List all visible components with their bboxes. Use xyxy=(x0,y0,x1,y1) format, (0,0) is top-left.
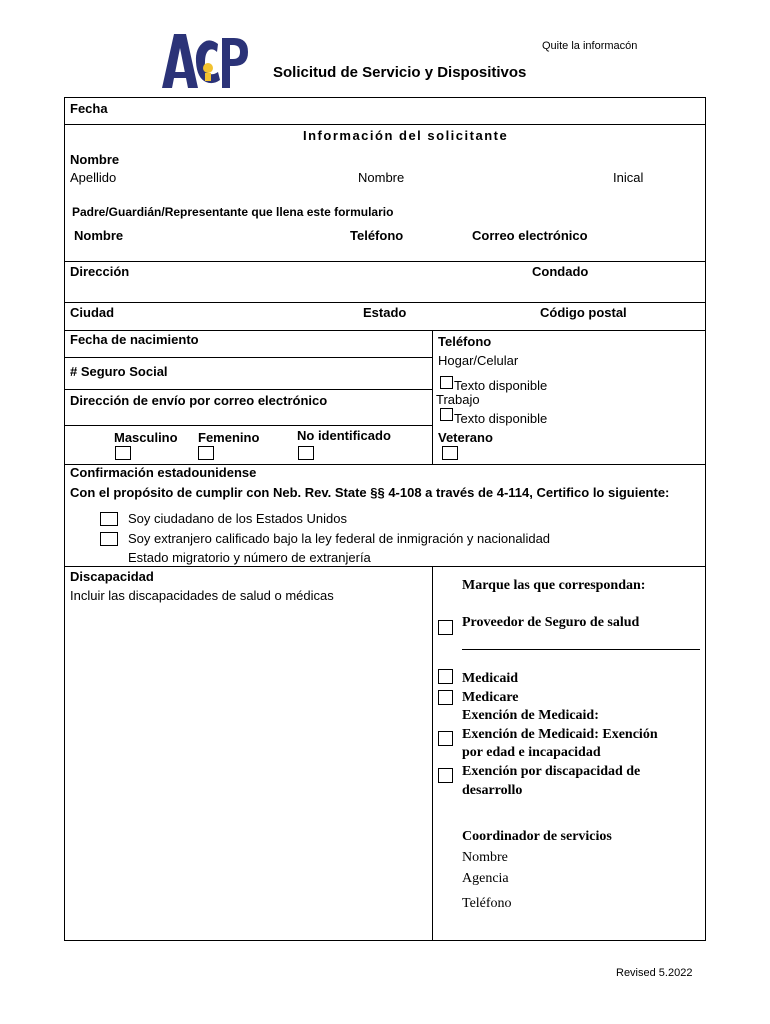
coord-telefono-label: Teléfono xyxy=(462,896,512,911)
no-identificado-label: No identificado xyxy=(297,428,391,443)
exencion-edad-label-1: Exención de Medicaid: Exención xyxy=(462,727,658,742)
alien-checkbox[interactable] xyxy=(100,532,118,546)
hogar-celular-label: Hogar/Celular xyxy=(438,353,519,368)
nombre-sub-label: Nombre xyxy=(358,170,405,185)
guardian-telefono-label: Teléfono xyxy=(350,228,404,243)
exencion-desarrollo-label-1: Exención por discapacidad de xyxy=(462,764,641,779)
citizenship-statement: Con el propósito de cumplir con Neb. Rev. State §§ 4-108 a través de 4-114, Certifico lo siguiente: xyxy=(70,485,670,500)
coordinator-heading: Coordinador de servicios xyxy=(462,829,612,844)
atp-logo xyxy=(162,34,250,88)
provider-label: Proveedor de Seguro de salud xyxy=(462,615,640,630)
texto-disponible-1-label: Texto disponible xyxy=(454,378,548,393)
medicaid-checkbox[interactable] xyxy=(438,669,453,684)
texto-disponible-2-checkbox[interactable] xyxy=(440,408,453,421)
guardian-nombre-label: Nombre xyxy=(74,228,124,243)
remove-info-link[interactable]: Quite la informacón xyxy=(542,40,638,52)
exencion-edad-label-2: por edad e incapacidad xyxy=(462,745,601,760)
no-identificado-checkbox[interactable] xyxy=(298,446,314,460)
coord-nombre-label: Nombre xyxy=(462,850,508,865)
guardian-label: Padre/Guardián/Representante que llena este formulario xyxy=(72,205,394,219)
femenino-checkbox[interactable] xyxy=(198,446,214,460)
exencion-edad-checkbox[interactable] xyxy=(438,731,453,746)
applicant-section-title: Información del solicitante xyxy=(303,128,509,143)
exencion-desarrollo-checkbox[interactable] xyxy=(438,768,453,783)
texto-disponible-1-checkbox[interactable] xyxy=(440,376,453,389)
direccion-label: Dirección xyxy=(70,264,130,279)
citizen-checkbox[interactable] xyxy=(100,512,118,526)
fecha-nacimiento-label: Fecha de nacimiento xyxy=(70,332,199,347)
nombre-label: Nombre xyxy=(70,152,120,167)
veterano-label: Veterano xyxy=(438,430,493,445)
ciudad-label: Ciudad xyxy=(70,305,115,320)
masculino-checkbox[interactable] xyxy=(115,446,131,460)
direccion-envio-label: Dirección de envío por correo electrónico xyxy=(70,393,328,408)
disability-instruction: Incluir las discapacidades de salud o médicas xyxy=(70,588,334,603)
provider-line xyxy=(462,649,700,650)
medicare-checkbox[interactable] xyxy=(438,690,453,705)
form-title: Solicitud de Servicio y Dispositivos xyxy=(273,64,527,81)
mark-all-label: Marque las que correspondan: xyxy=(462,578,646,593)
exencion-medicaid-label: Exención de Medicaid: xyxy=(462,708,599,723)
texto-disponible-2-label: Texto disponible xyxy=(454,411,548,426)
estado-label: Estado xyxy=(363,305,407,320)
citizenship-heading: Confirmación estadounidense xyxy=(70,465,257,480)
medicaid-label: Medicaid xyxy=(462,671,518,686)
telefono-label: Teléfono xyxy=(438,334,492,349)
veterano-checkbox[interactable] xyxy=(442,446,458,460)
femenino-label: Femenino xyxy=(198,430,260,445)
revised-date: Revised 5.2022 xyxy=(616,967,693,979)
masculino-label: Masculino xyxy=(114,430,178,445)
condado-label: Condado xyxy=(532,264,589,279)
guardian-correo-label: Correo electrónico xyxy=(472,228,588,243)
citizen-option-label: Soy ciudadano de los Estados Unidos xyxy=(128,511,347,526)
trabajo-label: Trabajo xyxy=(436,392,480,407)
disability-heading: Discapacidad xyxy=(70,569,154,584)
medicare-label: Medicare xyxy=(462,690,519,705)
fecha-label: Fecha xyxy=(70,101,108,116)
alien-option-label: Soy extranjero calificado bajo la ley federal de inmigración y nacionalidad xyxy=(128,531,551,546)
apellido-label: Apellido xyxy=(70,170,117,185)
codigo-postal-label: Código postal xyxy=(540,305,627,320)
provider-checkbox[interactable] xyxy=(438,620,453,635)
migratory-status-label: Estado migratorio y número de extranjería xyxy=(128,550,371,565)
seguro-social-label: # Seguro Social xyxy=(70,364,168,379)
coord-agencia-label: Agencia xyxy=(462,871,509,886)
inicial-label: Inical xyxy=(613,170,644,185)
exencion-desarrollo-label-2: desarrollo xyxy=(462,783,523,798)
